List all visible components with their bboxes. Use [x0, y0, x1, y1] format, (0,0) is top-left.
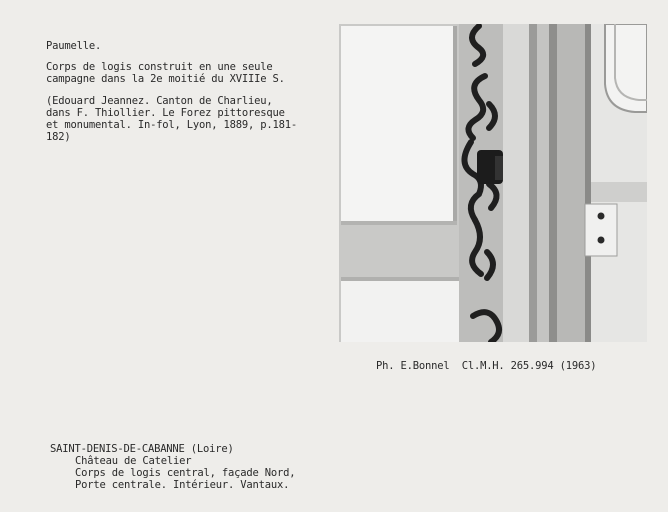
description-line-2: campagne dans la 2e moitié du XVIIIe S. [46, 73, 285, 85]
reference-line-3: et monumental. In-fol, Lyon, 1889, p.181- [46, 119, 297, 131]
hinge-photo [339, 24, 647, 342]
reference-line-4: 182) [46, 131, 71, 143]
location-line-3: Porte centrale. Intérieur. Vantaux. [75, 479, 290, 491]
description-line-1: Corps de logis construit en une seule [46, 61, 273, 73]
location-line-2: Corps de logis central, façade Nord, [75, 467, 296, 479]
wrought-iron-hinge-icon [339, 24, 647, 342]
location-commune: SAINT-DENIS-DE-CABANNE (Loire) [50, 443, 234, 455]
photo-credit: Ph. E.Bonnel Cl.M.H. 265.994 (1963) [376, 360, 597, 372]
reference-line-2: dans F. Thiollier. Le Forez pittoresque [46, 107, 285, 119]
location-line-1: Château de Catelier [75, 455, 192, 467]
subject-label: Paumelle. [46, 40, 102, 52]
reference-line-1: (Edouard Jeannez. Canton de Charlieu, [46, 95, 273, 107]
